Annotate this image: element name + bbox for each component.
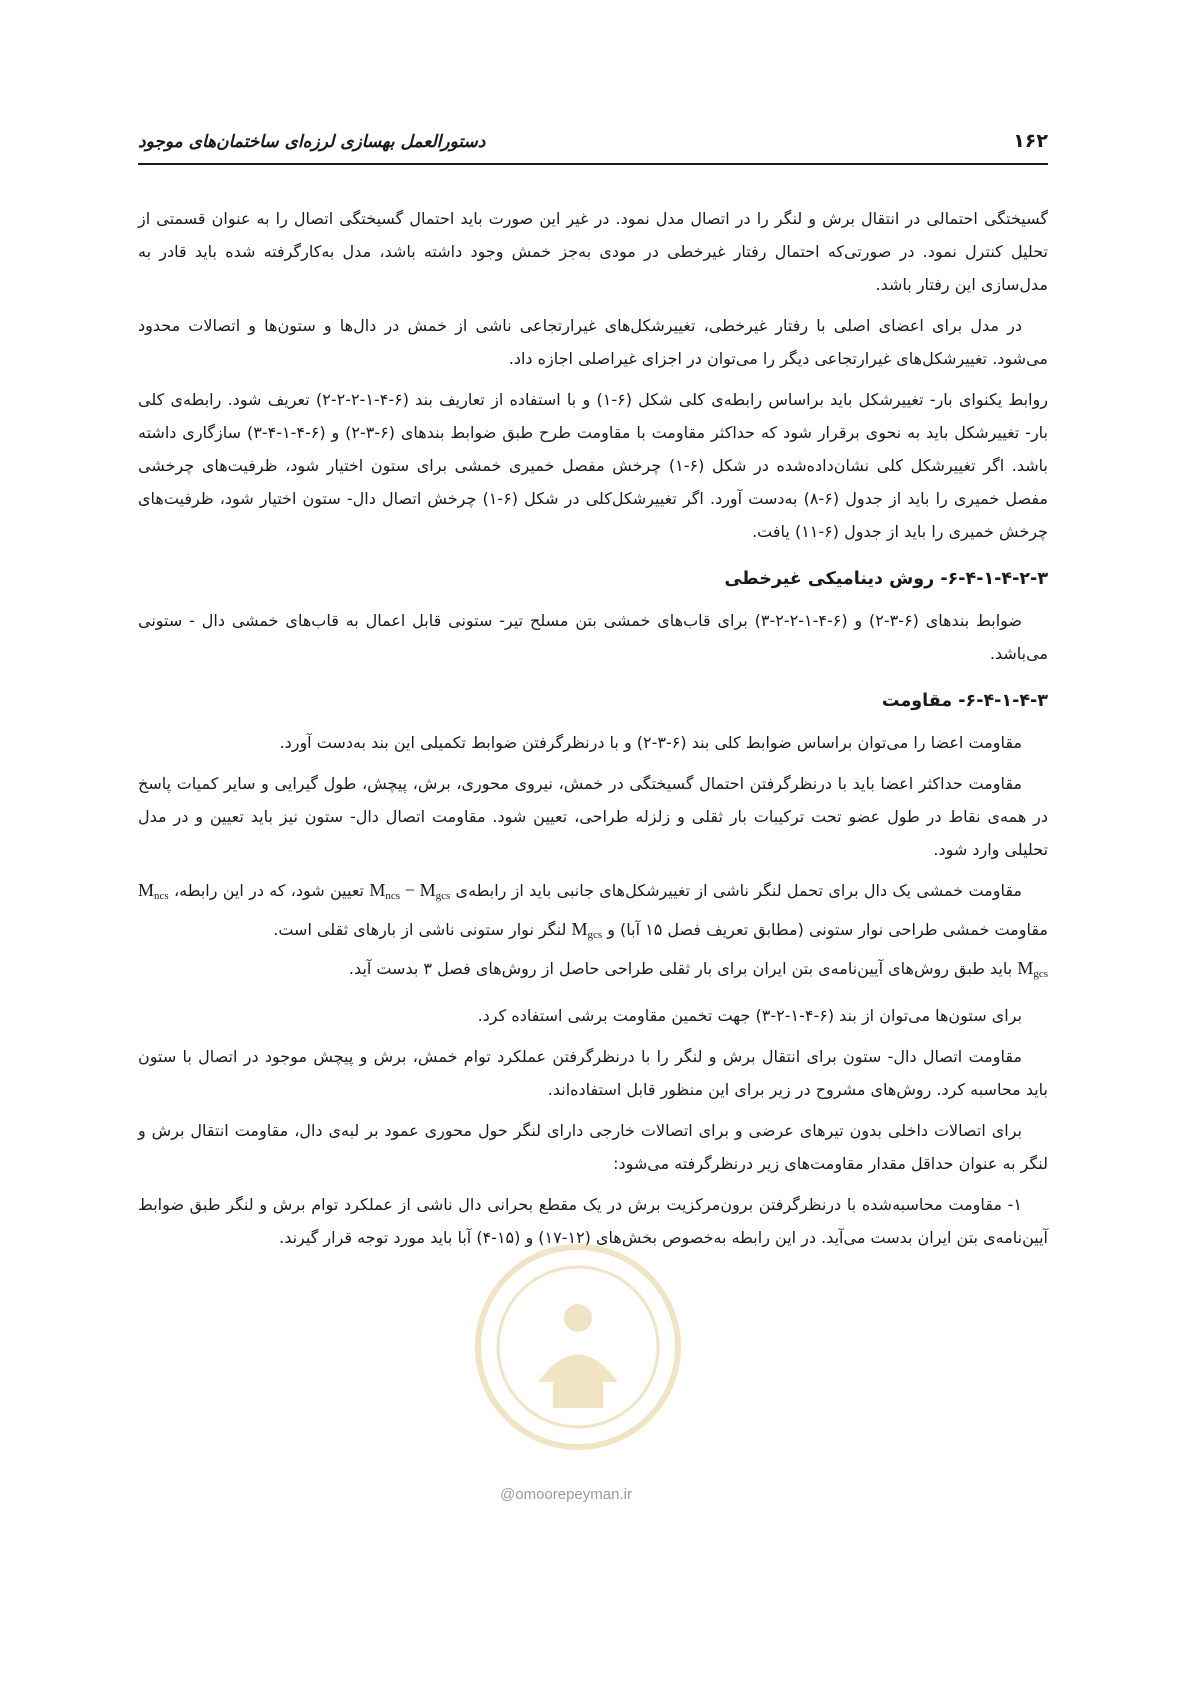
paragraph-moment: [138, 874, 1048, 991]
page-header: [138, 128, 1048, 158]
text-run: مقاومت خمشی یک دال برای تحمل لنگر ناشی از تغییرشکل‌های جانبی باید از رابطه‌ی: [455, 881, 1023, 900]
paragraph: ۱- مقاومت محاسبه‌شده با درنظرگرفتن برون‌مرکزیت برش در یک مقطع بحرانی دال ناشی از عملکرد توام برش و لنگر طبق ضوابط آیین‌نامه‌ی بتن ایران بدست می‌آید. در این رابطه به‌خصوص بخش‌های (۱۲-۱۷) و (۱۵-۴) آبا باید مورد توجه قرار گیرند.: [138, 1195, 1048, 1247]
paragraph: گسیختگی احتمالی در انتقال برش و لنگر را در اتصال مدل نمود. در غیر این صورت باید احتمال گسیختگی اتصال را به عنوان قسمتی از تحلیل کنترل نمود. در صورتی‌که احتمال رفتار غیرخطی در مودی به‌جز خمش وجود داشته باشد، مدل به‌کارگرفته شده باید قادر به مدل‌سازی این رفتار باشد.: [138, 209, 1048, 294]
watermark-text: @omoorepeyman.ir: [500, 1486, 632, 1503]
paragraph: روابط یکنوای بار- تغییرشکل باید براساس رابطه‌ی کلی شکل (۶-۱) و با استفاده از تعاریف بند (۶-۴-۱-۲-۲-۲) تعریف شود. رابطه‌ی کلی بار- تغییرشکل باید به نحوی برقرار شود که حداکثر مقاومت با مقاومت طرح طبق ضوابط بندهای (۶-۳-۲) و (۶-۴-۱-۴-۳) سازگاری داشته باشد. اگر تغییرشکل کلی نشان‌داده‌شده در شکل (۶-۱) چرخش مفصل خمیری خمشی برای ستون اختیار شود، ظرفیت‌های چرخشی مفصل خمیری را باید از جدول (۶-۸) به‌دست آورد. اگر تغییرشکل‌کلی در شکل (۶-۱) چرخش اتصال دال- ستون اختیار شود، ظرفیت‌های چرخش خمیری را باید از جدول (۶-۱۱) یافت.: [138, 390, 1049, 541]
text-run: مقاومت خمشی طراحی نوار ستونی (مطابق تعریف فصل ۱۵ آبا) و: [607, 920, 1048, 939]
paragraph: مقاومت اتصال دال- ستون برای انتقال برش و لنگر را با درنظرگرفتن عملکرد توام خمش، برش و پیچش موجود در اتصال با ستون باید محاسبه کرد. روش‌های مشروح در زیر برای این منظور قابل استفاده‌اند.: [138, 1047, 1048, 1099]
formula: $M_{ncs} - M_{gcs}$: [369, 880, 451, 902]
section-heading: ۶-۴-۱-۴-۳- مقاومت: [881, 691, 1048, 711]
paragraph: ضوابط بندهای (۶-۳-۲) و (۶-۴-۱-۲-۲-۳) برای قاب‌های خمشی بتن مسلح تیر- ستونی قابل اعمال به قاب‌های خمشی دال - ستونی می‌باشد.: [138, 611, 1048, 663]
paragraph: مقاومت حداکثر اعضا باید با درنظرگرفتن احتمال گسیختگی در خمش، نیروی محوری، برش، پیچش، طول گیرایی و سایر کمیات پاسخ در همه‌ی نقاط در طول عضو تحت ترکیبات بار ثقلی و زلزله طراحی، تعیین شود. مقاومت اتصال دال- ستون نیز باید تعیین و در مدل تحلیلی وارد شود.: [138, 774, 1048, 859]
text-run: لنگر نوار ستونی ناشی از بارهای ثقلی است.: [273, 920, 567, 939]
paragraph: برای اتصالات داخلی بدون تیرهای عرضی و برای اتصالات خارجی دارای لنگر حول محوری عمود بر لبه‌ی دال، مقاومت انتقال برش و لنگر به عنوان حداقل مقدار مقاومت‌های زیر درنظرگرفته می‌شود:: [138, 1121, 1048, 1173]
section-heading: ۶-۴-۱-۴-۲-۳- روش دینامیکی غیرخطی: [724, 569, 1048, 589]
text-run: باید طبق روش‌های آیین‌نامه‌ی بتن ایران برای بار ثقلی طراحی حاصل از روش‌های فصل ۳ بدست آید.: [348, 959, 1013, 978]
text-run: تعیین شود، که در این رابطه،: [173, 881, 365, 900]
symbol-mncs: $M_{ncs}$: [138, 880, 169, 902]
page-number: ۱۶۲: [1013, 130, 1048, 152]
header-divider: [138, 163, 1048, 165]
symbol-mgcs: $M_{gcs}$: [1017, 958, 1048, 980]
paragraph: در مدل برای اعضای اصلی با رفتار غیرخطی، تغییرشکل‌های غیرارتجاعی ناشی از خمش در دال‌ها و ستون‌ها و اتصالات محدود می‌شود. تغییرشکل‌های غیرارتجاعی دیگر را می‌توان در اجزای غیراصلی اجازه داد.: [138, 316, 1048, 368]
watermark-logo-icon: [468, 1232, 688, 1462]
paragraph: مقاومت اعضا را می‌توان براساس ضوابط کلی بند (۶-۳-۲) و با درنظرگرفتن ضوابط تکمیلی این بند به‌دست آورد.: [279, 733, 1022, 752]
paragraph: برای ستون‌ها می‌توان از بند (۶-۴-۱-۲-۳) جهت تخمین مقاومت برشی استفاده کرد.: [477, 1006, 1022, 1025]
symbol-mgcs: $M_{gcs}$: [571, 919, 603, 941]
running-title: دستورالعمل بهسازی لرزه‌ای ساختمان‌های موجود: [138, 132, 486, 152]
page-body: [138, 202, 1048, 1262]
